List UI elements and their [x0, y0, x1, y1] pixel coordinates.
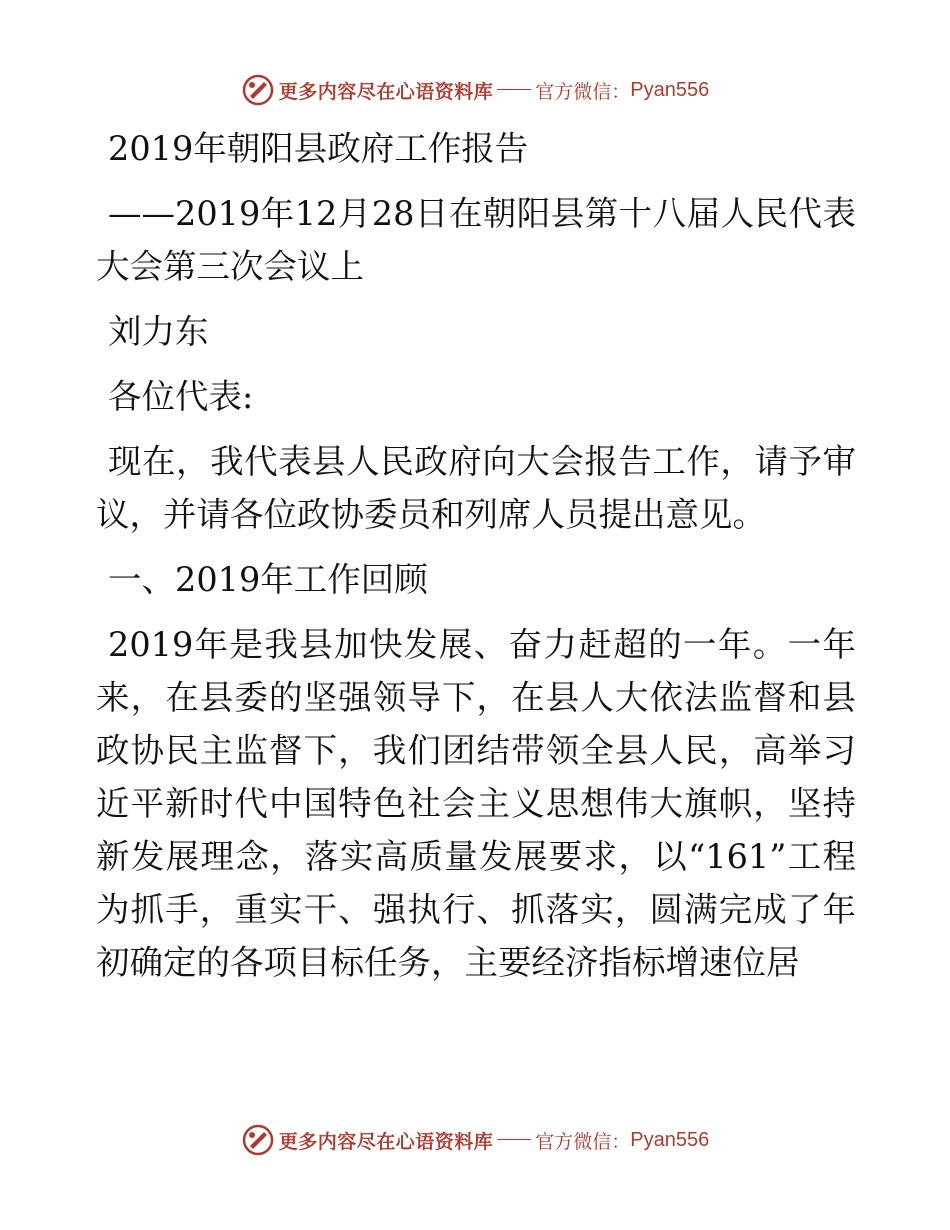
watermark-banner-bottom	[0, 1120, 950, 1160]
watermark-separator	[497, 1139, 531, 1140]
pen-circle-icon	[241, 73, 275, 107]
watermark-banner-top	[0, 70, 950, 110]
pen-circle-icon	[241, 1123, 275, 1157]
document-body	[96, 122, 856, 1001]
paragraph-review: 2019年是我县加快发展、奋力赶超的一年。一年来，在县委的坚强领导下，在县人大依法监督和县政协民主监督下，我们团结带领全县人民，高举习近平新时代中国特色社会主义思想伟大旗帜，坚持新发展理念，落实高质量发展要求，以“161”工程为抓手，重实干、强执行、抓落实，圆满完成了年初确定的各项目标任务，主要经济指标增速位居	[96, 625, 856, 982]
watermark-brand-text: 更多内容尽在心语资料库	[278, 80, 494, 103]
document-author: 刘力东	[108, 312, 209, 351]
paragraph-intro: 现在，我代表县人民政府向大会报告工作，请予审议，并请各位政协委员和列席人员提出意见。	[96, 442, 856, 534]
watermark-separator	[497, 89, 531, 90]
watermark-wechat-id: Pyan556	[630, 78, 710, 101]
watermark-channel-text: 官方微信：	[535, 1130, 631, 1153]
document-title: 2019年朝阳县政府工作报告	[108, 129, 529, 168]
watermark-wechat-id: Pyan556	[630, 1128, 710, 1151]
watermark-brand-text: 更多内容尽在心语资料库	[278, 1130, 494, 1153]
document-salutation: 各位代表:	[108, 377, 254, 416]
section-heading: 一、2019年工作回顾	[108, 560, 428, 599]
document-subtitle: ——2019年12月28日在朝阳县第十八届人民代表大会第三次会议上	[96, 194, 856, 286]
watermark-channel-text: 官方微信：	[535, 80, 631, 103]
